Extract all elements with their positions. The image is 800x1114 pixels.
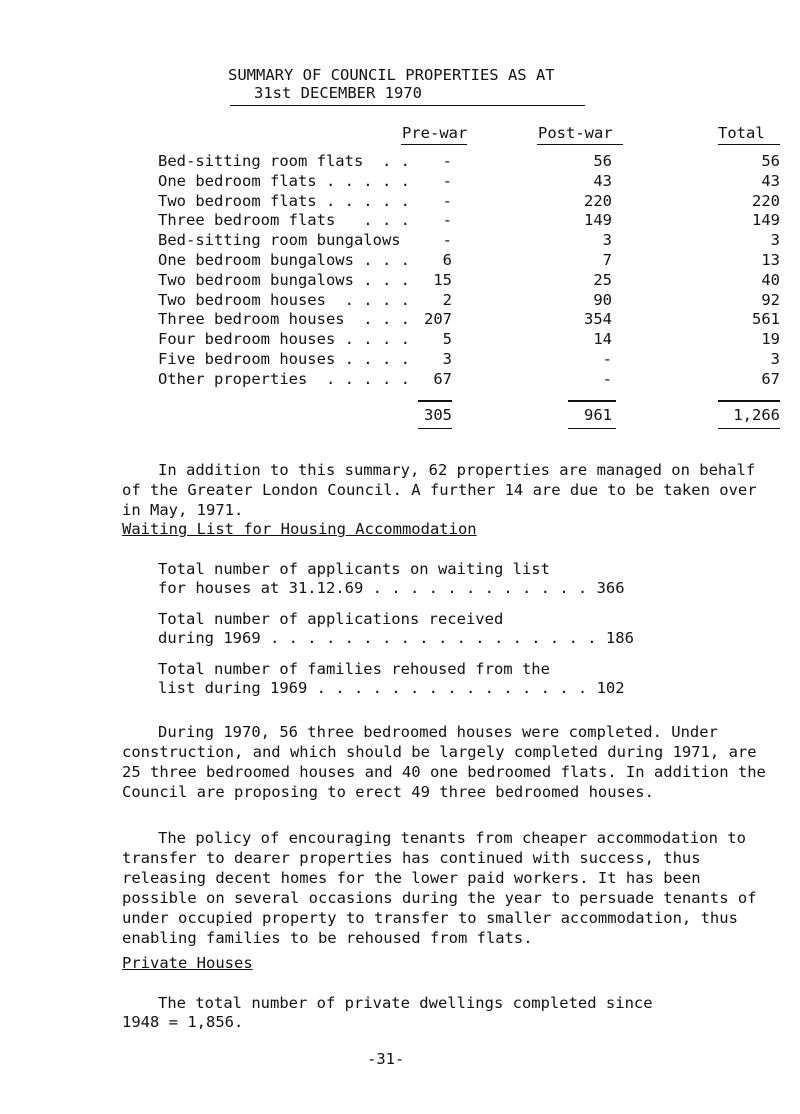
total-total: 1,266 (733, 406, 780, 424)
table-cell-pre-war: - (442, 172, 452, 190)
table-row-label: One bedroom flats . . . . . (158, 172, 410, 190)
table-row-label: Two bedroom bungalows . . . (158, 271, 410, 289)
table-row-label: Three bedroom flats . . . (158, 211, 410, 229)
table-cell-pre-war: - (442, 192, 452, 210)
table-cell-total: 92 (761, 291, 780, 309)
column-header-pre-war: Pre-war (402, 124, 468, 142)
table-cell-post-war: 43 (593, 172, 612, 190)
column-header-post-war: Post-war (538, 124, 613, 142)
total-underline-pre-war (418, 428, 452, 429)
table-cell-pre-war: 5 (442, 330, 452, 348)
total-underline-total (718, 428, 780, 429)
column-header-total: Total (718, 124, 765, 142)
table-row-label: Three bedroom houses . . . (158, 310, 410, 328)
table-row-label: One bedroom bungalows . . . (158, 251, 410, 269)
page-title: SUMMARY OF COUNCIL PROPERTIES AS AT (228, 66, 555, 84)
table-cell-total: 220 (752, 192, 780, 210)
table-cell-post-war: 354 (584, 310, 612, 328)
table-cell-post-war: 220 (584, 192, 612, 210)
header-rule-total (718, 144, 780, 145)
table-cell-total: 40 (761, 271, 780, 289)
families-rehoused-line1: Total number of families rehoused from the (158, 660, 550, 678)
table-row-label: Two bedroom houses . . . . (158, 291, 410, 309)
table-row-label: Other properties . . . . . (158, 370, 410, 388)
total-underline-post-war (568, 428, 616, 429)
paragraph-transfer-policy: The policy of encouraging tenants from cheaper accommodation to transfer to dearer properties has continued with success, thus releasing decent homes for the lower paid workers. It has been possible on several occasions during the year to persuade tenants of under occupied property to transfer to smaller accommodation, thus enabling families to be rehoused from flats. (122, 829, 757, 947)
table-cell-pre-war: - (442, 152, 452, 170)
table-cell-post-war: - (602, 370, 612, 388)
table-cell-total: 3 (770, 350, 780, 368)
section-heading-waiting-list: Waiting List for Housing Accommodation (122, 520, 477, 538)
table-cell-pre-war: 67 (433, 370, 452, 388)
waiting-applicants-line1: Total number of applicants on waiting list (158, 560, 550, 578)
total-rule-post-war (568, 400, 616, 402)
total-rule-pre-war (418, 400, 452, 402)
table-cell-total: 3 (770, 231, 780, 249)
table-cell-post-war: - (602, 350, 612, 368)
section-heading-private-houses: Private Houses (122, 954, 253, 972)
table-cell-post-war: 3 (602, 231, 612, 249)
table-cell-total: 13 (761, 251, 780, 269)
table-cell-total: 561 (752, 310, 780, 328)
table-cell-post-war: 56 (593, 152, 612, 170)
table-cell-pre-war: - (442, 231, 452, 249)
total-pre-war: 305 (424, 406, 452, 424)
private-dwellings-line1: The total number of private dwellings completed since (158, 994, 653, 1012)
table-cell-total: 43 (761, 172, 780, 190)
table-cell-pre-war: 6 (442, 251, 452, 269)
table-cell-post-war: 14 (593, 330, 612, 348)
paragraph-gla-properties: In addition to this summary, 62 properties are managed on behalf of the Greater London Council. A further 14 are due to be taken over in May, 1971. (122, 461, 757, 519)
page-number: -31- (367, 1050, 405, 1068)
table-row-label: Five bedroom houses . . . . (158, 350, 410, 368)
table-row-label: Two bedroom flats . . . . . (158, 192, 410, 210)
table-row-label: Bed-sitting room bungalows (158, 231, 401, 249)
table-row-label: Four bedroom houses . . . . (158, 330, 410, 348)
total-post-war: 961 (584, 406, 612, 424)
table-cell-post-war: 90 (593, 291, 612, 309)
paragraph-construction: During 1970, 56 three bedroomed houses were completed. Under construction, and which should be largely completed during 1971, are 25 three bedroomed houses and 40 one bedroomed flats. In addition the Council are proposing to erect 49 three bedroomed houses. (122, 723, 766, 801)
table-cell-post-war: 149 (584, 211, 612, 229)
table-cell-total: 19 (761, 330, 780, 348)
table-cell-total: 67 (761, 370, 780, 388)
total-rule-total (718, 400, 780, 402)
title-underline (230, 105, 585, 106)
applications-received-line1: Total number of applications received (158, 610, 504, 628)
families-rehoused-line2: list during 1969 . . . . . . . . . . . . . . . 102 (158, 679, 625, 697)
table-cell-pre-war: 15 (433, 271, 452, 289)
table-cell-total: 149 (752, 211, 780, 229)
table-row-label: Bed-sitting room flats . . (158, 152, 410, 170)
header-rule-pre-war (401, 144, 467, 145)
table-cell-post-war: 25 (593, 271, 612, 289)
header-rule-post-war (537, 144, 623, 145)
table-cell-pre-war: 207 (424, 310, 452, 328)
table-cell-total: 56 (761, 152, 780, 170)
private-dwellings-line2: 1948 = 1,856. (122, 1013, 244, 1031)
table-cell-pre-war: - (442, 211, 452, 229)
table-cell-post-war: 7 (602, 251, 612, 269)
applications-received-line2: during 1969 . . . . . . . . . . . . . . . . . . 186 (158, 629, 634, 647)
table-cell-pre-war: 3 (442, 350, 452, 368)
table-cell-pre-war: 2 (442, 291, 452, 309)
page-subtitle: 31st DECEMBER 1970 (254, 84, 422, 102)
waiting-applicants-line2: for houses at 31.12.69 . . . . . . . . . . . . 366 (158, 579, 625, 597)
